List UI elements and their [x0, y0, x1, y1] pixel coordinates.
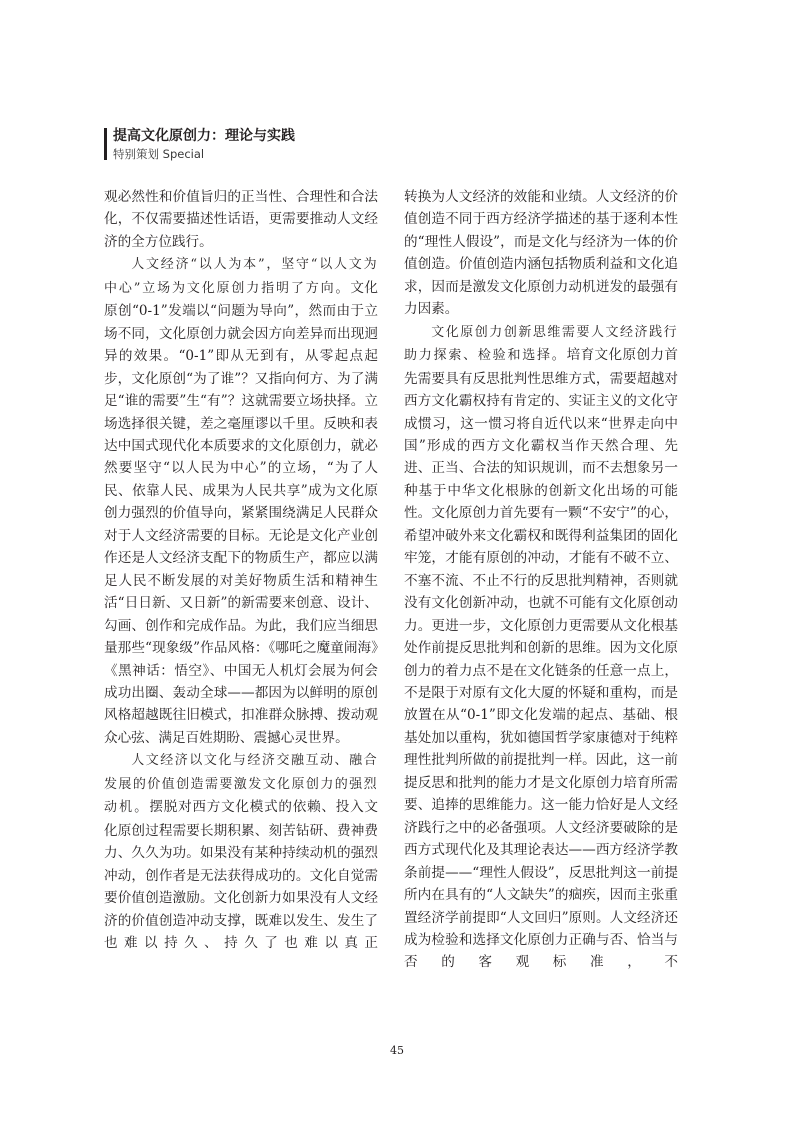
paragraph-body: 观必然性和价值旨归的正当性、合理性和合法化，不仅需要描述性话语，更需要推动人文经济的全方位践行。 [104, 189, 378, 250]
paragraph-lead: 文化原创力创新思维需要人文经济践行助力探索、检验和选择。 [404, 324, 678, 364]
paragraph [104, 749, 378, 954]
paragraph-body: 培育文化原创力首先需要具有反思批判性思维方式，需要超越对西方文化霸权持有肯定的、实证主义的文化守成惯习，这一惯习将自近代以来“世界走向中国”形成的西方文化霸权当作天然合理、先进、正当、合法的知识规训，而不去想象另一种基于中华文化根脉的创新文化出场的可能性。文化原创力首先要有一颗“不安宁”的心，希望冲破外来文化霸权和既得利益集团的固化牢笼，才能有原创的冲动，才能有不破不立、不塞不流、不止不行的反思批判精神，否则就没有文化创新冲动，也就不可能有文化原创动力。更进一步，文化原创力更需要从文化根基处作前提反思批判和创新的思维。因为文化原创力的着力点不是在文化链条的任意一点上，不是限于对原有文化大厦的怀疑和重构，而是放置在从“0-1”即文化发端的起点、基础、根基处加以重构，犹如德国哲学家康德对于纯粹理性批判所做的前提批判一样。因此，这一前提反思和批判的能力才是文化原创力培育所需要、追捧的思维能力。这一能力恰好是人文经济践行之中的必备强项。人文经济要破除的是西方式现代化及其理论表达——西方经济学教条前提——“理性人假设”，反思批判这一前提所内在具有的“人文缺失”的痼疾，因而主张重置经济学前提即“人文回归”原则。人文经济还成为检验和选择文化原创力正确与否、恰当与否的客观标准，不 [404, 347, 679, 971]
section-marker-bar [104, 128, 107, 160]
paragraph [404, 186, 678, 321]
paragraph [104, 253, 378, 749]
page-number: 45 [390, 1044, 404, 1057]
paragraph-lead: 人文经济以文化与经济交融互动、融合发展的价值创造需要激发文化原创力的强烈动机。 [104, 753, 378, 816]
paragraph [104, 186, 378, 253]
left-column [104, 186, 378, 954]
paragraph [404, 321, 678, 974]
paragraph-body: 转换为人文经济的效能和业绩。人文经济的价值创造不同于西方经济学描述的基于逐利本性的“理性人假设”，而是文化与经济为一体的价值创造。价值创造内涵包括物质利益和文化追求，因而是激发文化原创力动机迸发的最强有力因素。 [404, 189, 678, 318]
section-subtitle: 特别策划 Special [113, 147, 205, 161]
paragraph-body: 文化原创“0-1”发端以“问题为导向”，然而由于立场不同，文化原创力就会因方向差异而出现迥异的效果。“0-1”即从无到有，从零起点起步，文化原创“为了谁”？又指向何方、为了满足“谁的需要”生“有”？这就需要立场抉择。立场选择很关键，差之毫厘谬以千里。反映和表达中国式现代化本质要求的文化原创力，就必然要坚守“以人民为中心”的立场，“为了人民、依靠人民、成果为人民共享”成为文化原创力强烈的价值导向，紧紧围绕满足人民群众对于人文经济需要的目标。无论是文化产业创作还是人文经济支配下的物质生产，都应以满足人民不断发展的对美好物质生活和精神生活“日日新、又日新”的新需要来创意、设计、勾画、创作和完成作品。为此，我们应当细思量那些“现象级”作品风格：《哪吒之魔童闹海》《黑神话：悟空》、中国无人机灯会展为何会成功出圈、轰动全球——都因为以鲜明的原创风格超越既往旧模式，扣准群众脉搏、拨动观众心弦、满足百姓期盼、震撼心灵世界。 [104, 279, 378, 746]
paragraph-lead: 人文经济“以人为本”，坚守“以人文为中心”立场为文化原创力指明了方向。 [104, 257, 378, 296]
paragraph-body: 摆脱对西方文化模式的依赖、投入文化原创过程需要长期积累、刻苦钻研、费神费力、久久为功。如果没有某种持续动机的强烈冲动，创作者是无法获得成功的。文化自觉需要价值创造激励。文化创新力如果没有人文经济的价值创造冲动支撑，既难以发生、发生了也难以持久、持久了也难以真正 [104, 799, 379, 951]
section-title: 提高文化原创力：理论与实践 [113, 128, 295, 144]
right-column [404, 186, 678, 974]
